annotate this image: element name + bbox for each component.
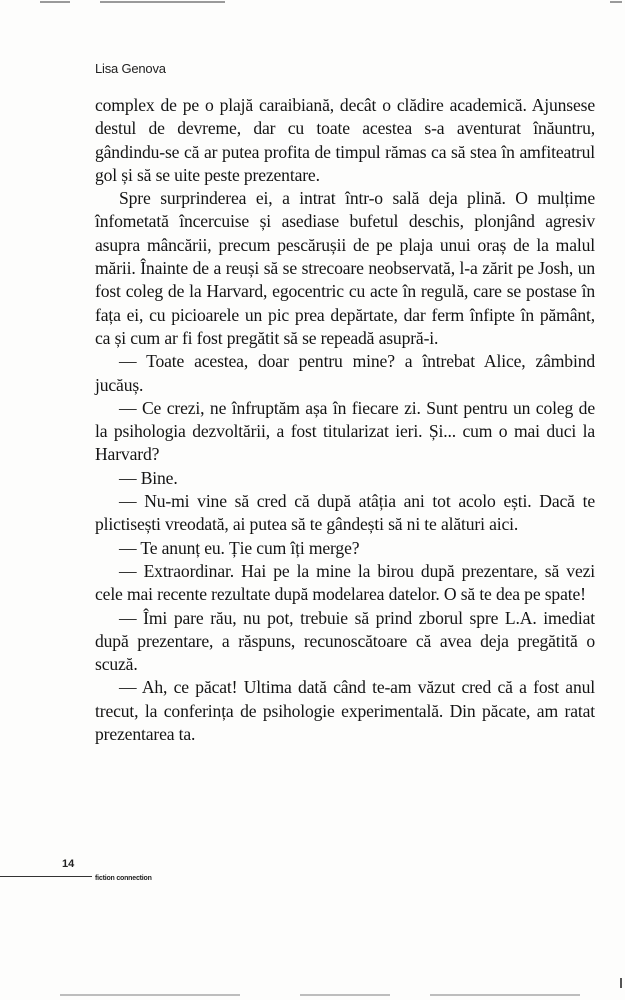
bottom-scan-marks	[0, 993, 625, 997]
running-header-author: Lisa Genova	[95, 61, 166, 76]
dialogue-line: — Extraordinar. Hai pe la mine la birou după prezentare, să vezi cele mai recente rezultate după modelarea datelor. O să te dea pe spate!	[95, 560, 595, 605]
top-scan-marks	[0, 0, 625, 6]
dialogue-line: — Te anunț eu. Ție cum îți merge?	[119, 537, 360, 558]
page-number: 14	[62, 858, 75, 870]
footer-brand: fiction connection	[95, 875, 152, 882]
body-text	[95, 94, 595, 746]
dialogue-line: — Ce crezi, ne înfruptăm așa în fiecare zi. Sunt pentru un coleg de la psihologia dezvoltării, a fost titularizat ieri. Și... cum o mai duci la Harvard?	[95, 397, 595, 465]
paragraph: Spre surprinderea ei, a intrat într-o sală deja plină. O mulțime înfometată încercuise și asediase bufetul deschis, plonjând agresiv asupra mâncării, precum pescărușii de pe plaja unui oraș de la malul mării. Înainte de a reuși să se strecoare neobservată, l-a zărit pe Josh, un fost coleg de la Harvard, egocentric cu acte în regulă, care se postase în fața ei, cu picioarele un pic prea depărtate, dar ferm înfipte în pământ, ca și cum ar fi fost pregătit să se repeadă asupră-i.	[95, 188, 595, 348]
footer-rule	[0, 876, 92, 877]
paragraph: complex de pe o plajă caraibiană, decât o clădire academică. Ajunsese destul de devreme, dar cu toate acestea s-a aventurat înăuntru, gândindu-se că ar putea profita de timpul rămas ca să stea în amfiteatrul gol și să se uite peste prezentare.	[95, 95, 595, 185]
dialogue-line: — Toate acestea, doar pentru mine? a întrebat Alice, zâmbind jucăuș.	[95, 351, 595, 395]
dialogue-line: — Nu-mi vine să cred că după atâția ani tot acolo ești. Dacă te plictisești vreodată, ai putea să te gândești să ni te alături aici.	[95, 491, 595, 535]
dialogue-line: — Ah, ce păcat! Ultima dată când te-am văzut cred că a fost anul trecut, la conferința de psihologie experimentală. Din păcate, am ratat prezentarea ta.	[95, 677, 595, 745]
dialogue-line: — Bine.	[119, 467, 178, 488]
dialogue-line: — Îmi pare rău, nu pot, trebuie să prind zborul spre L.A. imediat după prezentare, a răspuns, recunoscătoare că avea deja pregătită o scuză.	[95, 607, 595, 675]
corner-scan-mark	[620, 978, 622, 988]
